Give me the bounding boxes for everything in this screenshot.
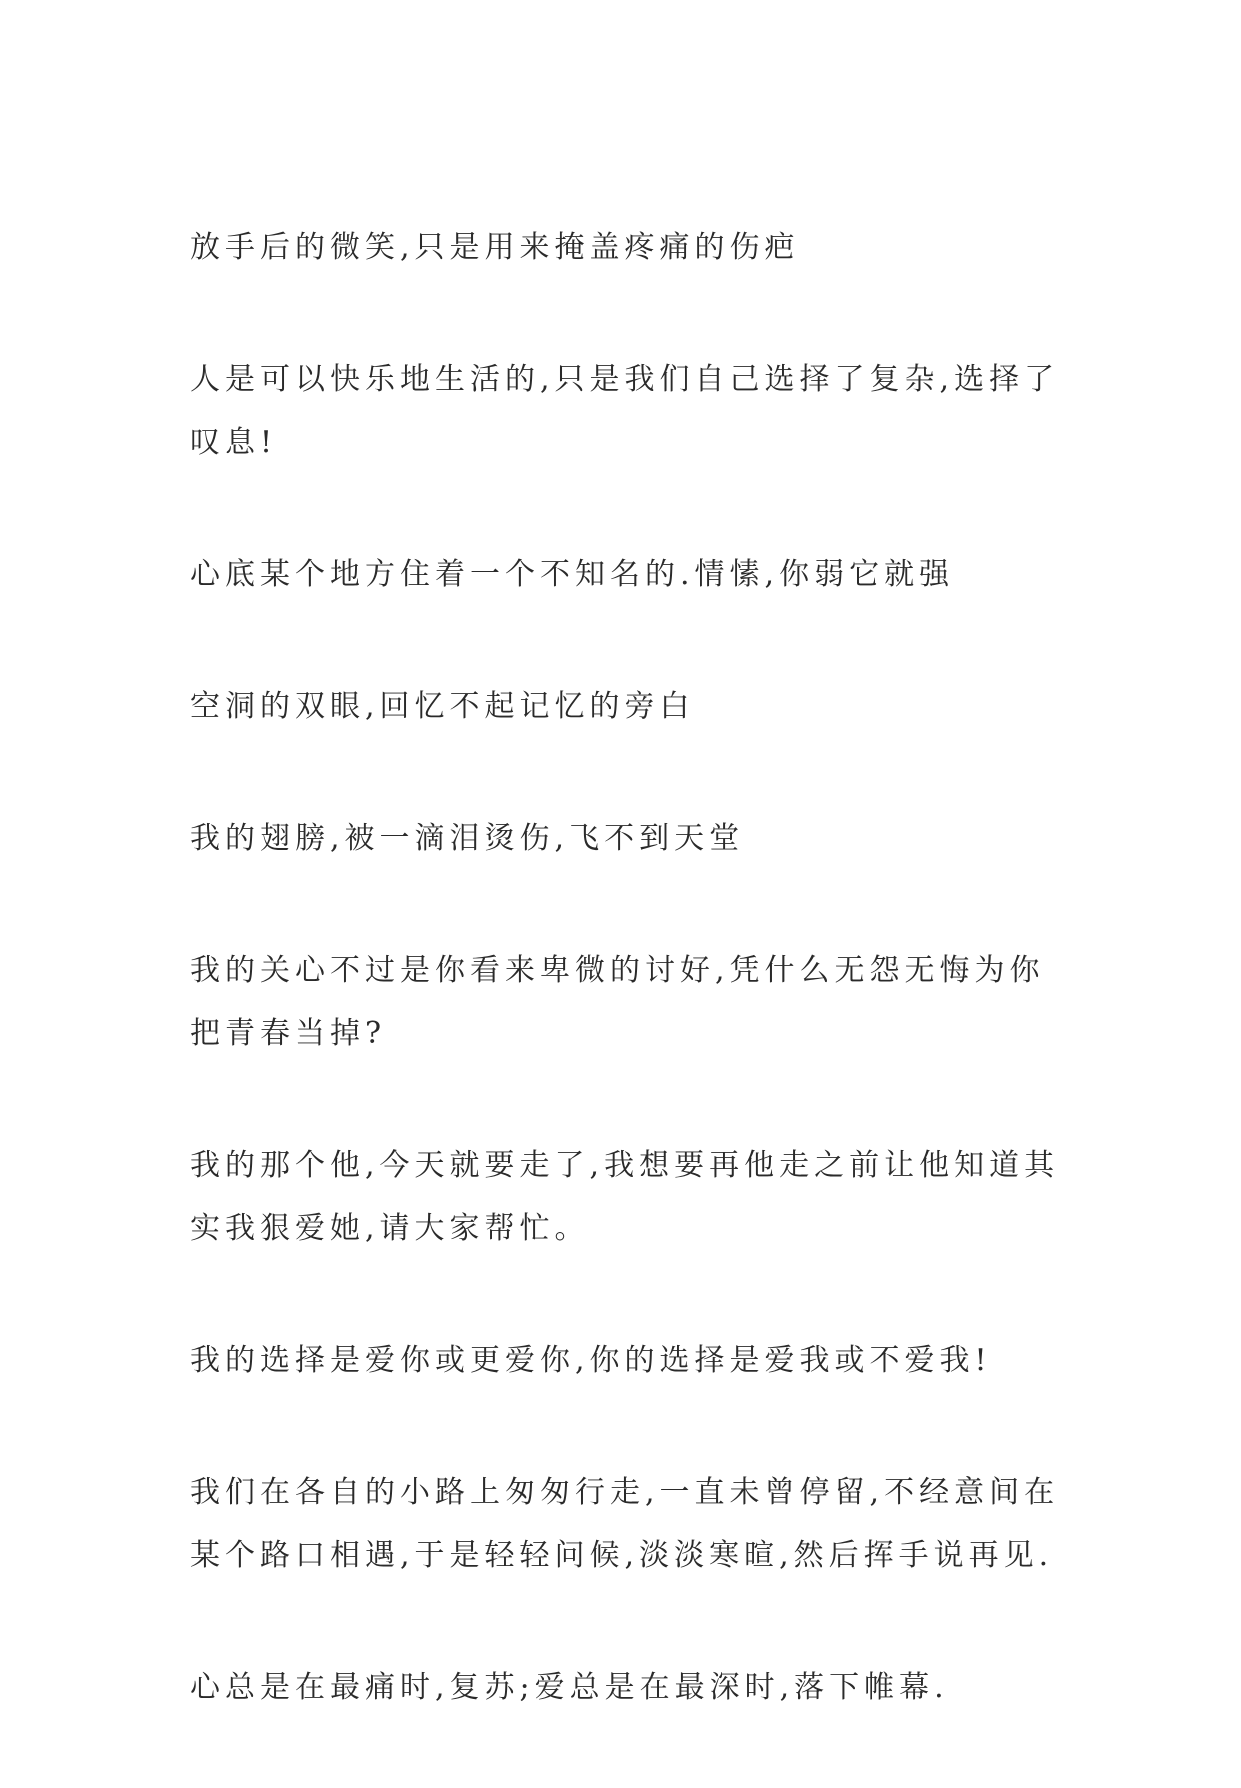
paragraph: 心底某个地方住着一个不知名的.情愫,你弱它就强 xyxy=(190,557,955,592)
paragraph: 我的关心不过是你看来卑微的讨好,凭什么无怨无悔为你把青春当掉? xyxy=(190,953,1045,1051)
paragraph: 我们在各自的小路上匆匆行走,一直未曾停留,不经意间在某个路口相遇,于是轻轻问候,淡淡寒暄,然后挥手说再见. xyxy=(190,1475,1060,1573)
paragraph: 我的翅膀,被一滴泪烫伤,飞不到天堂 xyxy=(190,821,745,856)
paragraph: 心总是在最痛时,复苏;爱总是在最深时,落下帷幕. xyxy=(190,1670,949,1705)
paragraph: 放手后的微笑,只是用来掩盖疼痛的伤疤 xyxy=(190,230,800,265)
paragraph: 我的那个他,今天就要走了,我想要再他走之前让他知道其实我狠爱她,请大家帮忙。 xyxy=(190,1148,1060,1246)
document-body xyxy=(190,216,1060,1788)
paragraph: 空洞的双眼,回忆不起记忆的旁白 xyxy=(190,689,695,724)
paragraph: 人是可以快乐地生活的,只是我们自己选择了复杂,选择了叹息! xyxy=(190,362,1060,460)
paragraph: 我的选择是爱你或更爱你,你的选择是爱我或不爱我! xyxy=(190,1343,992,1378)
